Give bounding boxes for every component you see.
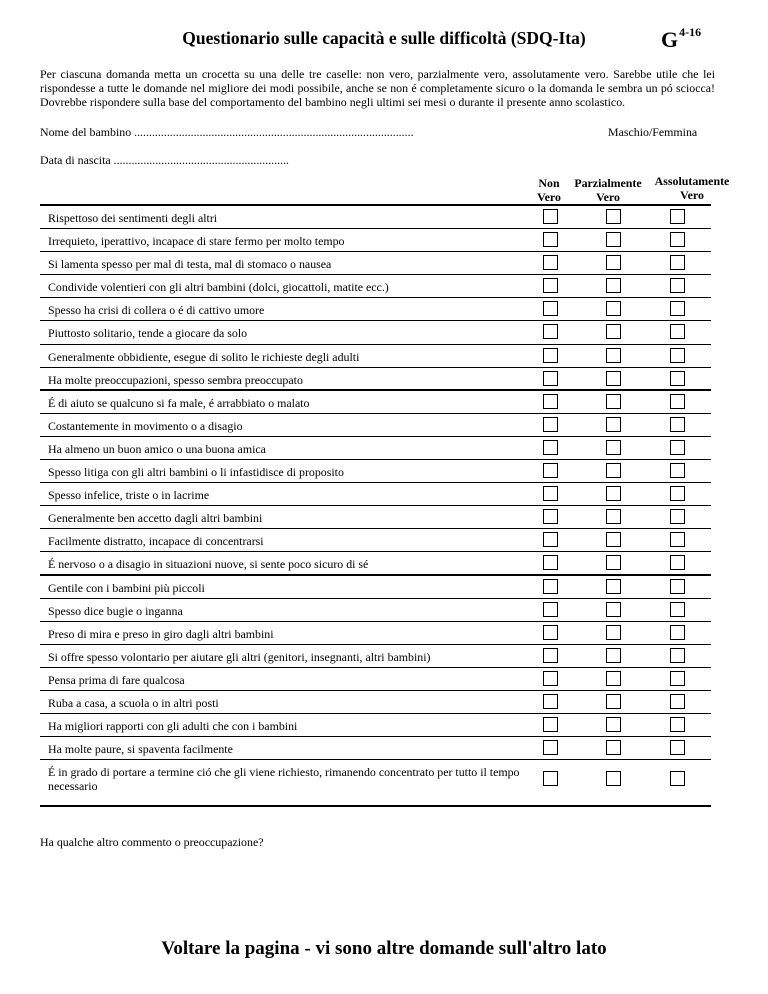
checkbox-partly-true[interactable]: [606, 717, 621, 732]
question-row: [40, 529, 711, 552]
checkbox-partly-true[interactable]: [606, 648, 621, 663]
question-row: [40, 345, 711, 368]
checkbox-not-true[interactable]: [543, 771, 558, 786]
checkbox-certainly-true[interactable]: [670, 486, 685, 501]
question-text: Spesso dice bugie o inganna: [48, 603, 183, 618]
comments-prompt: Ha qualche altro commento o preoccupazione?: [40, 835, 264, 849]
question-row: [40, 668, 711, 691]
checkbox-not-true[interactable]: [543, 394, 558, 409]
checkbox-partly-true[interactable]: [606, 324, 621, 339]
question-row: [40, 691, 711, 714]
checkbox-certainly-true[interactable]: [670, 625, 685, 640]
checkbox-certainly-true[interactable]: [670, 694, 685, 709]
checkbox-certainly-true[interactable]: [670, 771, 685, 786]
checkbox-not-true[interactable]: [543, 694, 558, 709]
checkbox-partly-true[interactable]: [606, 486, 621, 501]
question-row: [40, 599, 711, 622]
checkbox-not-true[interactable]: [543, 440, 558, 455]
checkbox-partly-true[interactable]: [606, 232, 621, 247]
checkbox-partly-true[interactable]: [606, 371, 621, 386]
question-text: Pensa prima di fare qualcosa: [48, 672, 185, 687]
question-text: Ha molte paure, si spaventa facilmente: [48, 742, 233, 757]
question-text: Si offre spesso volontario per aiutare gli altri (genitori, insegnanti, altri bambini): [48, 649, 431, 664]
question-row: [40, 298, 711, 321]
checkbox-certainly-true[interactable]: [670, 717, 685, 732]
checkbox-certainly-true[interactable]: [670, 417, 685, 432]
checkbox-not-true[interactable]: [543, 740, 558, 755]
checkbox-partly-true[interactable]: [606, 394, 621, 409]
question-text: Preso di mira e preso in giro dagli altri bambini: [48, 626, 274, 641]
question-row: [40, 275, 711, 298]
column-header-line: Assolutamente: [654, 174, 730, 188]
checkbox-partly-true[interactable]: [606, 694, 621, 709]
checkbox-partly-true[interactable]: [606, 348, 621, 363]
checkbox-not-true[interactable]: [543, 371, 558, 386]
checkbox-certainly-true[interactable]: [670, 579, 685, 594]
checkbox-certainly-true[interactable]: [670, 555, 685, 570]
checkbox-certainly-true[interactable]: [670, 255, 685, 270]
question-row: [40, 229, 711, 252]
checkbox-not-true[interactable]: [543, 555, 558, 570]
question-text: Condivide volentieri con gli altri bambini (dolci, giocattoli, matite ecc.): [48, 280, 389, 295]
question-row: [40, 321, 711, 344]
checkbox-certainly-true[interactable]: [670, 348, 685, 363]
checkbox-partly-true[interactable]: [606, 671, 621, 686]
question-text: É in grado di portare a termine ció che gli viene richiesto, rimanendo concentrato per tutto il tempo necessario: [48, 765, 520, 794]
checkbox-not-true[interactable]: [543, 255, 558, 270]
page-title: Questionario sulle capacità e sulle difficoltà (SDQ-Ita): [182, 28, 586, 48]
checkbox-certainly-true[interactable]: [670, 394, 685, 409]
checkbox-partly-true[interactable]: [606, 740, 621, 755]
question-row: [40, 737, 711, 760]
checkbox-certainly-true[interactable]: [670, 740, 685, 755]
question-text: Generalmente obbidiente, esegue di solito le richieste degli adulti: [48, 349, 360, 364]
column-header-line: Non: [538, 176, 560, 190]
checkbox-not-true[interactable]: [543, 324, 558, 339]
question-text: Spesso infelice, triste o in lacrime: [48, 488, 210, 503]
checkbox-partly-true[interactable]: [606, 301, 621, 316]
checkbox-not-true[interactable]: [543, 532, 558, 547]
checkbox-not-true[interactable]: [543, 301, 558, 316]
column-header-line: Vero: [537, 190, 561, 204]
question-row: [40, 760, 711, 807]
column-header-partly-true: [568, 176, 648, 204]
checkbox-partly-true[interactable]: [606, 255, 621, 270]
question-text: Gentile con i bambini più piccoli: [48, 580, 205, 595]
question-row: [40, 506, 711, 529]
checkbox-certainly-true[interactable]: [670, 671, 685, 686]
checkbox-certainly-true[interactable]: [670, 602, 685, 617]
checkbox-certainly-true[interactable]: [670, 324, 685, 339]
question-text: Ha molte preoccupazioni, spesso sembra preoccupato: [48, 372, 303, 387]
checkbox-not-true[interactable]: [543, 486, 558, 501]
checkbox-partly-true[interactable]: [606, 579, 621, 594]
checkbox-partly-true[interactable]: [606, 602, 621, 617]
question-row: [40, 252, 711, 275]
question-row: [40, 460, 711, 483]
checkbox-certainly-true[interactable]: [670, 648, 685, 663]
checkbox-not-true[interactable]: [543, 717, 558, 732]
question-row: [40, 437, 711, 460]
question-text: É nervoso o a disagio in situazioni nuove, si sente poco sicuro di sé: [48, 557, 369, 572]
checkbox-partly-true[interactable]: [606, 509, 621, 524]
question-text: Spesso litiga con gli altri bambini o li infastidisce di proposito: [48, 465, 344, 480]
question-text: Ha migliori rapporti con gli adulti che con i bambini: [48, 719, 298, 734]
sex-field[interactable]: Maschio/Femmina: [608, 125, 698, 139]
question-text: Rispettoso dei sentimenti degli altri: [48, 211, 218, 225]
form-code-age-range: 4-16: [679, 24, 702, 39]
checkbox-not-true[interactable]: [543, 625, 558, 640]
checkbox-certainly-true[interactable]: [670, 371, 685, 386]
checkbox-certainly-true[interactable]: [670, 232, 685, 247]
column-header-not-true: [529, 176, 569, 204]
checkbox-certainly-true[interactable]: [670, 532, 685, 547]
question-text: Si lamenta spesso per mal di testa, mal di stomaco o nausea: [48, 257, 332, 272]
checkbox-not-true[interactable]: [543, 602, 558, 617]
checkbox-certainly-true[interactable]: [670, 440, 685, 455]
checkbox-not-true[interactable]: [543, 209, 558, 224]
checkbox-not-true[interactable]: [543, 278, 558, 293]
form-code-letter: G: [661, 27, 679, 52]
question-text: Ha almeno un buon amico o una buona amica: [48, 441, 266, 456]
question-row: [40, 414, 711, 437]
checkbox-certainly-true[interactable]: [670, 463, 685, 478]
checkbox-not-true[interactable]: [543, 417, 558, 432]
instructions: Per ciascuna domanda metta un crocetta su una delle tre caselle: non vero, parzialmente vero, assolutamente vero. Sarebbe utile che lei rispondesse a tutte le domande nel migliore dei modi possibile, anche se non é completamente sicuro o la domanda le sembra un pó sciocca! Dovrebbe rispondere sulla base del comportamento del bambino negli ultimi sei mesi o durante il presente anno scolastico.: [40, 67, 715, 110]
question-row: [40, 622, 711, 645]
checkbox-partly-true[interactable]: [606, 440, 621, 455]
question-text: Costantemente in movimento o a disagio: [48, 418, 243, 433]
date-of-birth-field[interactable]: Data di nascita ...........................................................: [40, 153, 290, 167]
checkbox-not-true[interactable]: [543, 348, 558, 363]
checkbox-partly-true[interactable]: [606, 209, 621, 224]
column-header-line: Vero: [680, 188, 704, 202]
checkbox-certainly-true[interactable]: [670, 278, 685, 293]
checkbox-not-true[interactable]: [543, 648, 558, 663]
question-row: [40, 552, 711, 575]
question-row: [40, 391, 711, 414]
question-text: Spesso ha crisi di collera o é di cattivo umore: [48, 303, 265, 318]
checkbox-partly-true[interactable]: [606, 532, 621, 547]
question-text: Irrequieto, iperattivo, incapace di stare fermo per molto tempo: [48, 234, 345, 249]
child-name-field[interactable]: Nome del bambino ..............................................................................................: [40, 125, 414, 139]
column-header-line: Parzialmente: [574, 176, 642, 190]
checkbox-partly-true[interactable]: [606, 417, 621, 432]
column-header-line: Vero: [596, 190, 620, 204]
question-row: [40, 483, 711, 506]
question-text: Generalmente ben accetto dagli altri bambini: [48, 511, 263, 526]
question-text: Facilmente distratto, incapace di concentrarsi: [48, 534, 264, 549]
checkbox-partly-true[interactable]: [606, 278, 621, 293]
question-row: [40, 206, 711, 229]
checkbox-not-true[interactable]: [543, 671, 558, 686]
checkbox-not-true[interactable]: [543, 579, 558, 594]
question-text: Piuttosto solitario, tende a giocare da solo: [48, 326, 248, 341]
question-row: [40, 645, 711, 668]
checkbox-partly-true[interactable]: [606, 463, 621, 478]
checkbox-certainly-true[interactable]: [670, 209, 685, 224]
checkbox-not-true[interactable]: [543, 463, 558, 478]
question-row: [40, 368, 711, 391]
checkbox-partly-true[interactable]: [606, 771, 621, 786]
questionnaire-items: [40, 206, 711, 807]
question-text: É di aiuto se qualcuno si fa male, é arrabbiato o malato: [48, 395, 310, 410]
checkbox-not-true[interactable]: [543, 509, 558, 524]
checkbox-not-true[interactable]: [543, 232, 558, 247]
checkbox-certainly-true[interactable]: [670, 509, 685, 524]
page-footer: Voltare la pagina - vi sono altre domande sull'altro lato: [161, 938, 607, 959]
question-row: [40, 576, 711, 599]
question-row: [40, 714, 711, 737]
checkbox-partly-true[interactable]: [606, 555, 621, 570]
question-text: Ruba a casa, a scuola o in altri posti: [48, 695, 219, 710]
form-code: [661, 24, 702, 53]
checkbox-partly-true[interactable]: [606, 625, 621, 640]
column-header-certainly-true: [646, 174, 738, 202]
checkbox-certainly-true[interactable]: [670, 301, 685, 316]
